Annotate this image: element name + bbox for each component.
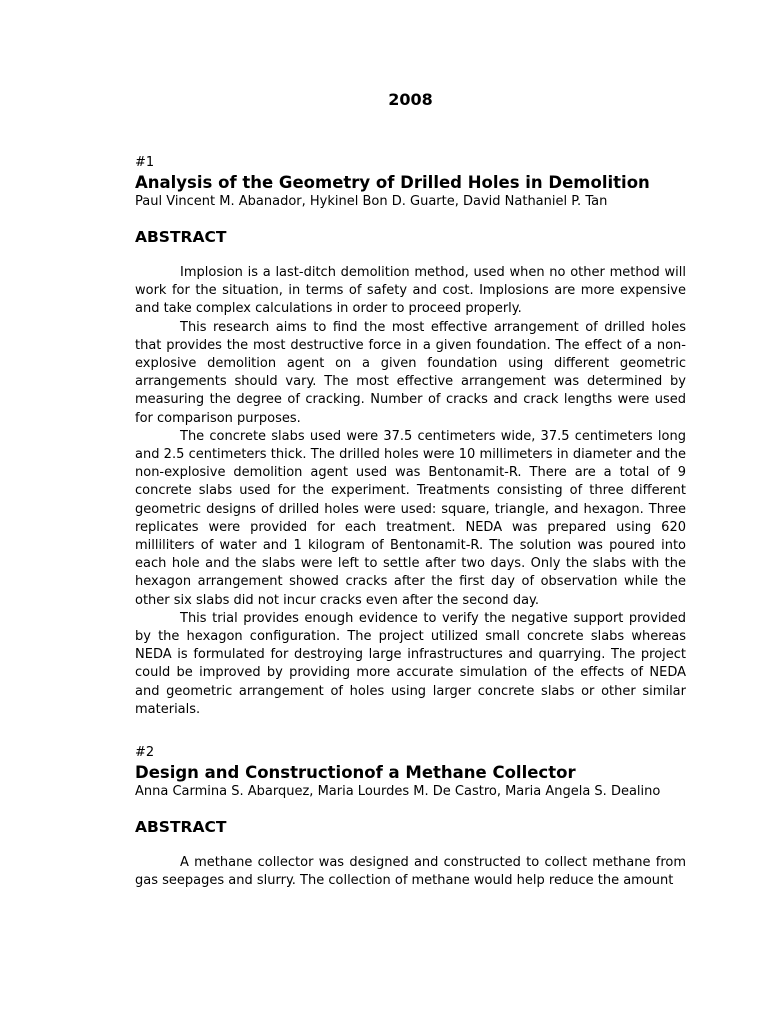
year-heading: 2008 xyxy=(388,90,433,109)
entry-title: Design and Constructionof a Methane Collector xyxy=(135,763,576,782)
abstract-body xyxy=(135,264,686,719)
research-entry-1 xyxy=(135,154,686,719)
abstract-heading: ABSTRACT xyxy=(135,228,227,246)
entry-number: #2 xyxy=(135,745,155,760)
abstract-body xyxy=(135,854,686,890)
abstract-heading: ABSTRACT xyxy=(135,818,227,836)
abstract-paragraph: A methane collector was designed and constructed to collect methane from gas seepages and slurry. The collection of methane would help reduce the amount xyxy=(135,855,686,889)
abstract-paragraph: Implosion is a last-ditch demolition method, used when no other method will work for the situation, in terms of safety and cost. Implosions are more expensive and take complex calculations in order to proceed properly. xyxy=(135,265,686,317)
entry-authors: Anna Carmina S. Abarquez, Maria Lourdes M. De Castro, Maria Angela S. Dealino xyxy=(135,784,661,799)
entry-authors: Paul Vincent M. Abanador, Hykinel Bon D. Guarte, David Nathaniel P. Tan xyxy=(135,194,608,209)
research-entry-2 xyxy=(135,744,686,890)
entry-number: #1 xyxy=(135,155,155,170)
abstract-paragraph: This trial provides enough evidence to verify the negative support provided by the hexagon configuration. The project utilized small concrete slabs whereas NEDA is formulated for destroying large infrastructures and quarrying. The project could be improved by providing more accurate simulation of the effects of NEDA and geometric arrangement of holes using larger concrete slabs or other similar materials. xyxy=(135,610,686,717)
entry-title: Analysis of the Geometry of Drilled Holes in Demolition xyxy=(135,173,650,192)
abstract-paragraph: This research aims to find the most effective arrangement of drilled holes that provides the most destructive force in a given foundation. The effect of a non-explosive demolition agent on a given foundation using different geometric arrangements should vary. The most effective arrangement was determined by measuring the degree of cracking. Number of cracks and crack lengths were used for comparison purposes. xyxy=(135,319,686,426)
abstract-paragraph: The concrete slabs used were 37.5 centimeters wide, 37.5 centimeters long and 2.5 centimeters thick. The drilled holes were 10 millimeters in diameter and the non-explosive demolition agent used was Bentonamit-R. There are a total of 9 concrete slabs used for the experiment. Treatments consisting of three different geometric designs of drilled holes were used: square, triangle, and hexagon. Three replicates were provided for each treatment. NEDA was prepared using 620 milliliters of water and 1 kilogram of Bentonamit-R. The solution was poured into each hole and the slabs were left to settle after two days. Only the slabs with the hexagon arrangement showed cracks after the first day of observation while the other six slabs did not incur cracks even after the second day. xyxy=(135,428,686,608)
